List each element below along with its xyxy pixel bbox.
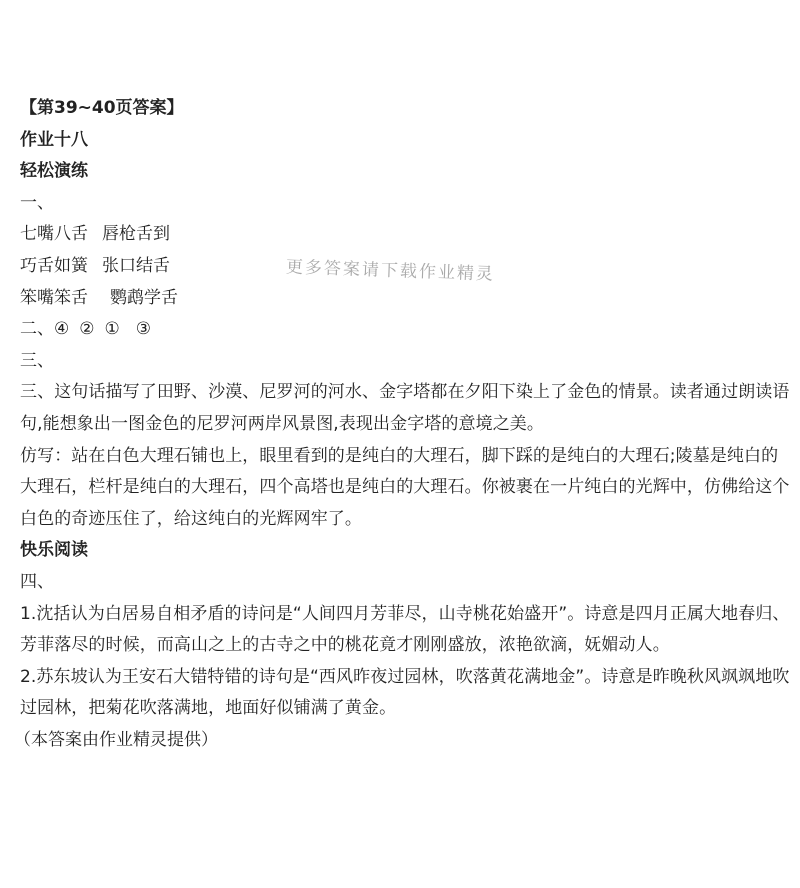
idiom: 七嘴八舌 — [20, 224, 88, 245]
part2-label: 二、 — [20, 319, 54, 340]
idiom: 笨嘴笨舌 — [20, 287, 88, 308]
idiom: 张口结舌 — [102, 255, 170, 276]
subsection-easy-practice: 轻松演练 — [20, 161, 88, 182]
idiom: 唇枪舌到 — [102, 224, 170, 245]
idiom: 巧舌如簧 — [20, 255, 88, 276]
page-title: 【第39~40页答案】 — [20, 98, 184, 118]
idiom-row — [20, 283, 792, 315]
part3-label: 三、 — [20, 350, 54, 371]
part3-answer: 三、这句话描写了田野、沙漠、尼罗河的河水、金字塔都在夕阳下染上了金色的情景。读者通过朗读语句,能想象出一图金色的尼罗河两岸风景图,表现出金字塔的意境之美。 — [20, 382, 790, 434]
part4-label: 四、 — [20, 571, 54, 592]
imitation-writing: 仿写：站在白色大理石铺也上，眼里看到的是纯白的大理石，脚下踩的是纯白的大理石;陵墓是纯白的大理石，栏杆是纯白的大理石，四个高塔也是纯白的大理石。你被裹在一片纯白的光辉中，仿佛给这个白色的奇迹压住了，给这纯白的光辉网牢了。 — [20, 445, 790, 529]
choice-mark: ④ — [54, 319, 70, 340]
watermark-text: 更多答案请下载作业精灵 — [285, 257, 496, 285]
idiom: 鹦鹉学舌 — [110, 287, 178, 308]
choice-mark: ③ — [135, 319, 151, 340]
answer-document — [14, 93, 792, 756]
subsection-happy-reading: 快乐阅读 — [20, 540, 88, 561]
reading-answer-1: 1.沈括认为白居易自相矛盾的诗问是“人间四月芳菲尽，山寺桃花始盛开”。诗意是四月正属大地春归、芳菲落尽的时候，而高山之上的古寺之中的桃花竟才刚刚盛放，浓艳欲滴，妩媚动人。 — [20, 603, 790, 656]
choice-mark: ② — [79, 319, 95, 340]
choice-mark: ① — [104, 319, 120, 340]
part1-label: 一、 — [20, 192, 54, 213]
section-title: 作业十八 — [20, 129, 88, 150]
part2-answers — [20, 314, 792, 346]
reading-answer-2: 2.苏东坡认为王安石大错特错的诗句是“西风昨夜过园林，吹落黄花满地金”。诗意是昨晚秋风飒飒地吹过园林，把菊花吹落满地，地面好似铺满了黄金。 — [20, 666, 790, 719]
idiom-row — [20, 219, 792, 251]
answer-credit: （本答案由作业精灵提供） — [14, 729, 218, 750]
